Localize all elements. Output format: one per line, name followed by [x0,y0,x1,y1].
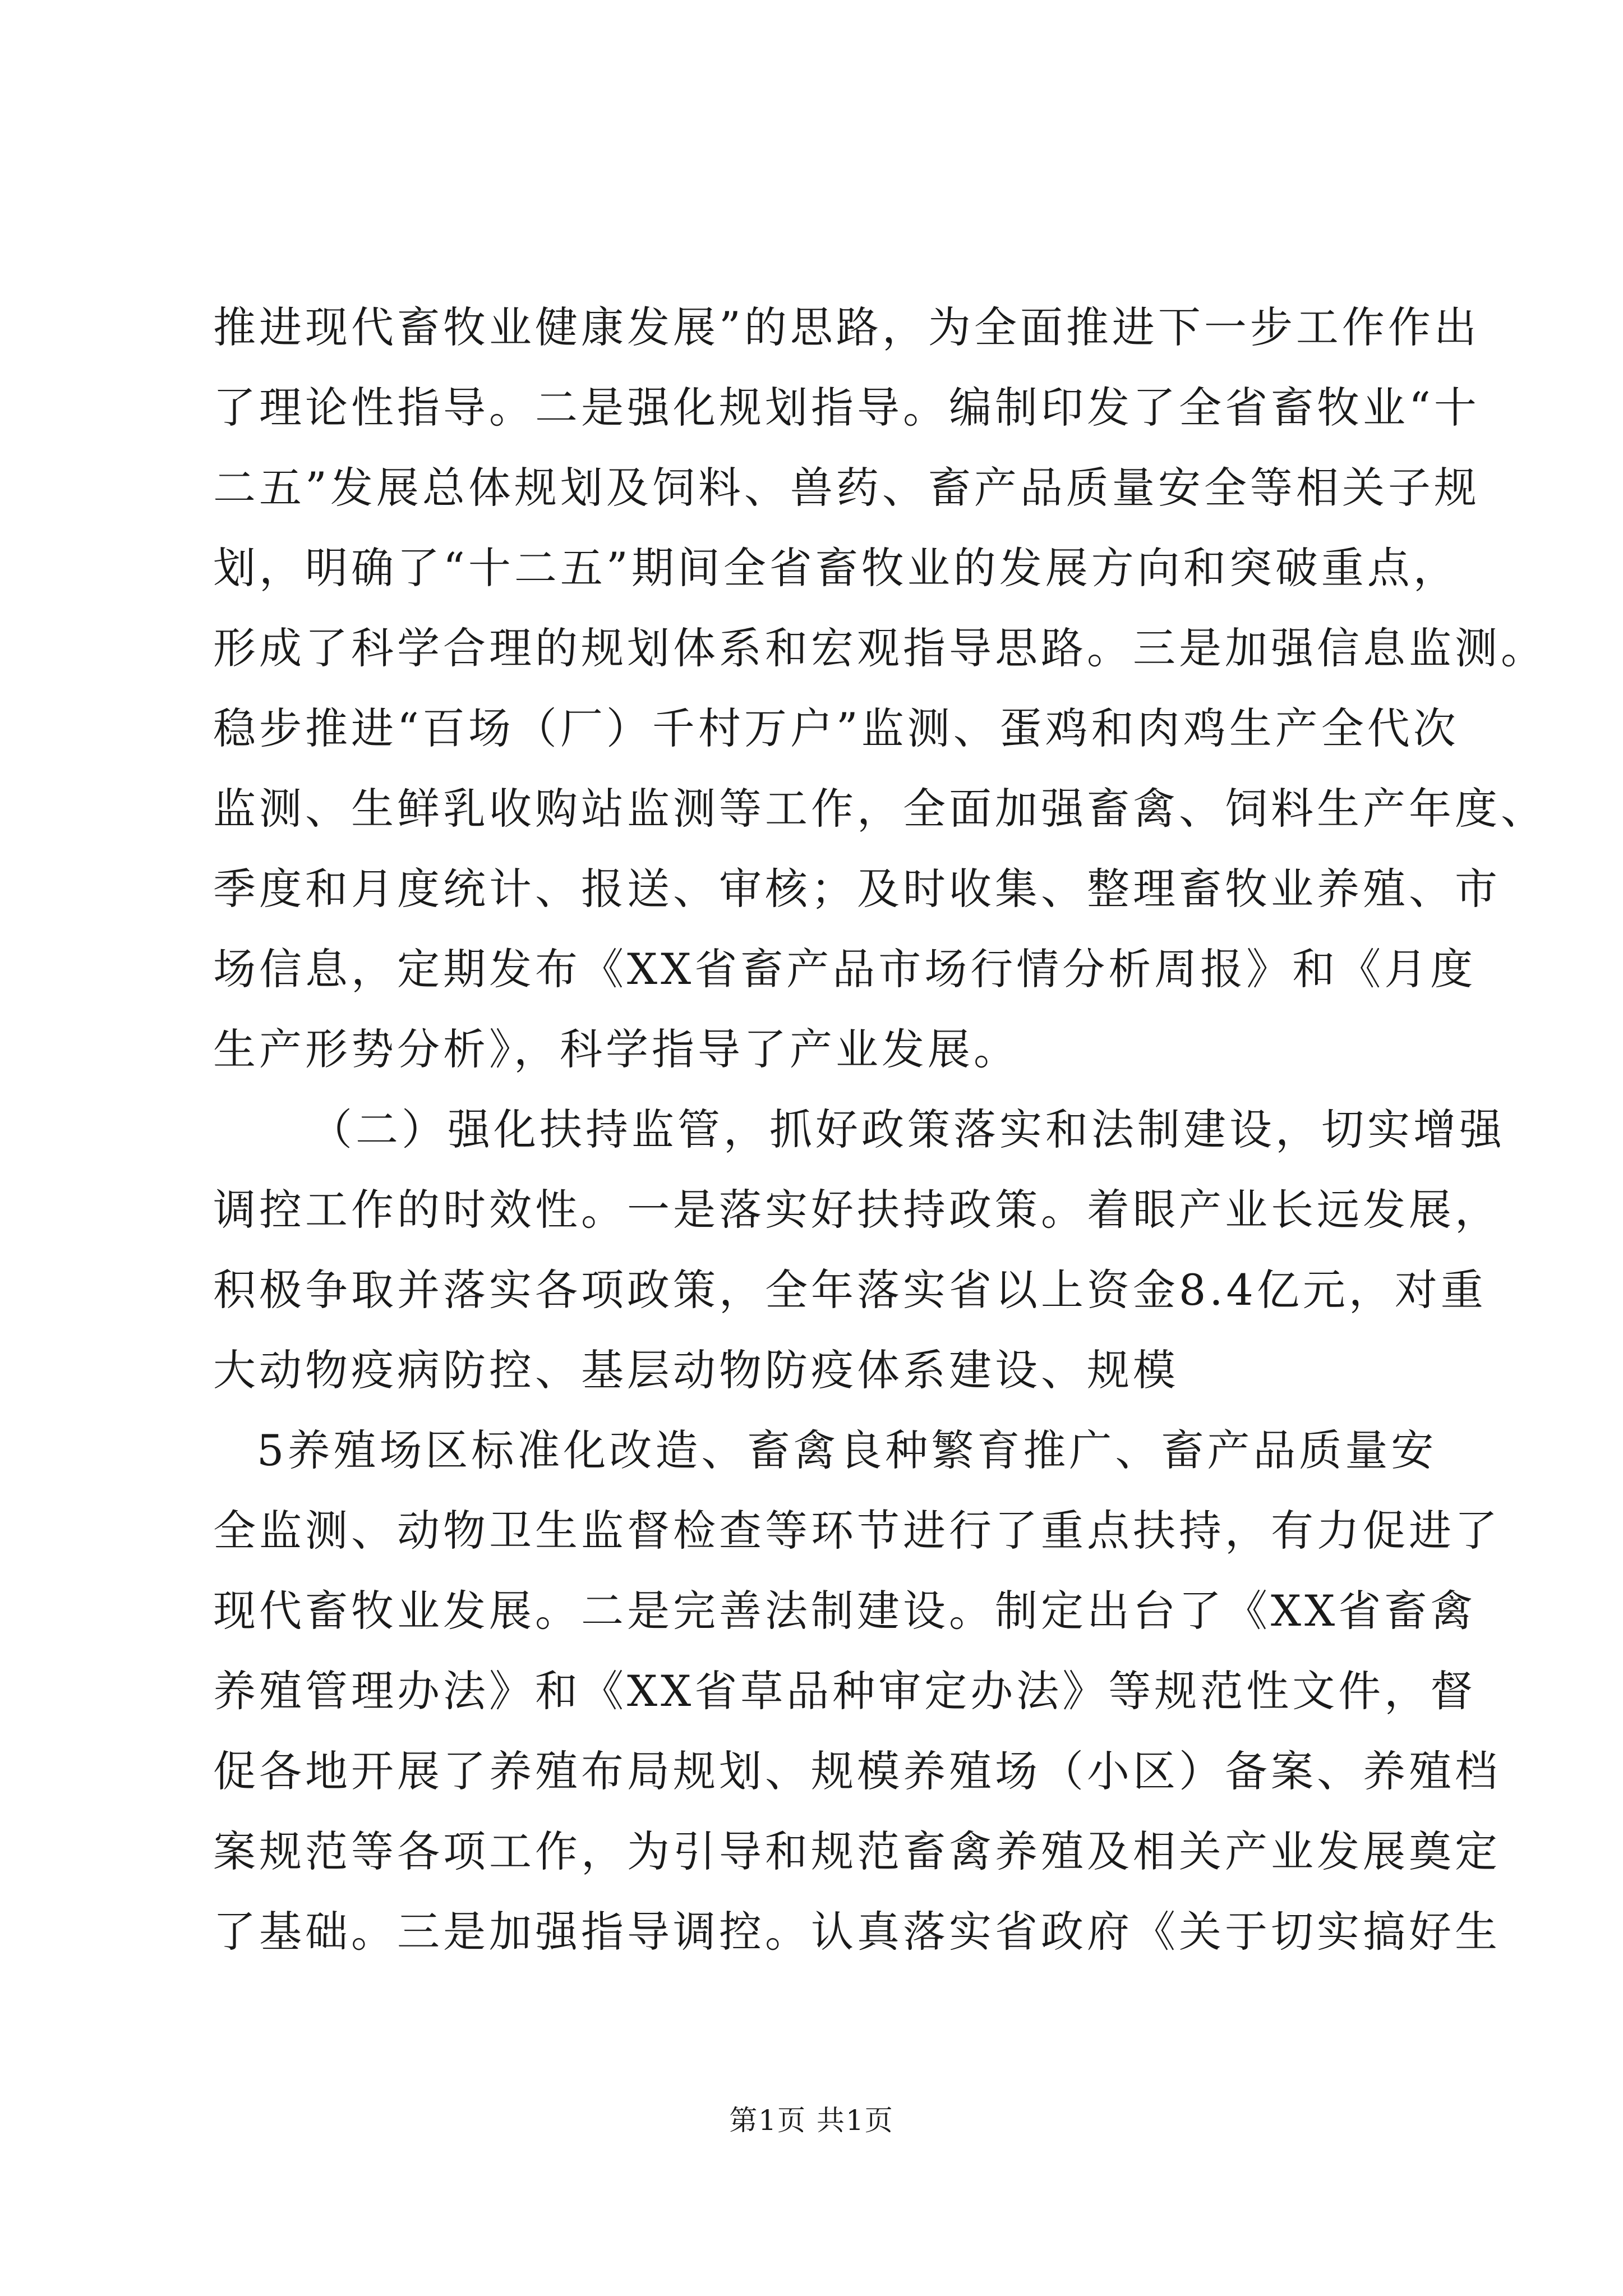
text-line: 案规范等各项工作，为引导和规范畜禽养殖及相关产业发展奠定 [213,1826,1501,1876]
text-line: 生产形势分析》，科学指导了产业发展。 [213,1024,1020,1074]
page-footer [0,2101,1623,2140]
page-number: 第1页 共1页 [729,2104,894,2137]
text-line: 了基础。三是加强指导调控。认真落实省政府《关于切实搞好生 [213,1907,1501,1957]
text-line: 了理论性指导。二是强化规划指导。编制印发了全省畜牧业“十 [213,383,1480,432]
text-line: 形成了科学合理的规划体系和宏观指导思路。三是加强信息监测。 [213,623,1547,673]
text-line: 大动物疫病防控、基层动物防疫体系建设、规模 [213,1345,1179,1395]
text-line: 划，明确了“十二五”期间全省畜牧业的发展方向和突破重点， [213,543,1459,593]
text-line: 积极争取并落实各项政策，全年落实省以上资金8.4亿元，对重 [213,1265,1487,1315]
text-line: 推进现代畜牧业健康发展”的思路，为全面推进下一步工作作出 [213,302,1480,352]
text-line: 全监测、动物卫生监督检查等环节进行了重点扶持，有力促进了 [213,1506,1501,1556]
text-line: 二五”发展总体规划及饲料、兽药、畜产品质量安全等相关子规 [213,463,1480,513]
text-line: 监测、生鲜乳收购站监测等工作，全面加强畜禽、饲料生产年度、 [213,784,1547,834]
text-line: 养殖管理办法》和《XX省草品种审定办法》等规范性文件，督 [213,1666,1477,1716]
text-line: 场信息，定期发布《XX省畜产品市场行情分析周报》和《月度 [213,944,1477,994]
paragraph-start-line: 5养殖场区标准化改造、畜禽良种繁育推广、畜产品质量安 [257,1425,1437,1475]
section-heading-line: （二）强化扶持监管，抓好政策落实和法制建设，切实增强 [310,1105,1505,1154]
body-text [213,287,1547,1972]
text-line: 调控工作的时效性。一是落实好扶持政策。着眼产业长远发展， [213,1185,1501,1235]
text-line: 现代畜牧业发展。二是完善法制建设。制定出台了《XX省畜禽 [213,1586,1477,1636]
text-line: 促各地开展了养殖布局规划、规模养殖场（小区）备案、养殖档 [213,1746,1501,1796]
text-line: 稳步推进“百场（厂）千村万户”监测、蛋鸡和肉鸡生产全代次 [213,703,1459,753]
text-line: 季度和月度统计、报送、审核；及时收集、整理畜牧业养殖、市 [213,864,1501,914]
